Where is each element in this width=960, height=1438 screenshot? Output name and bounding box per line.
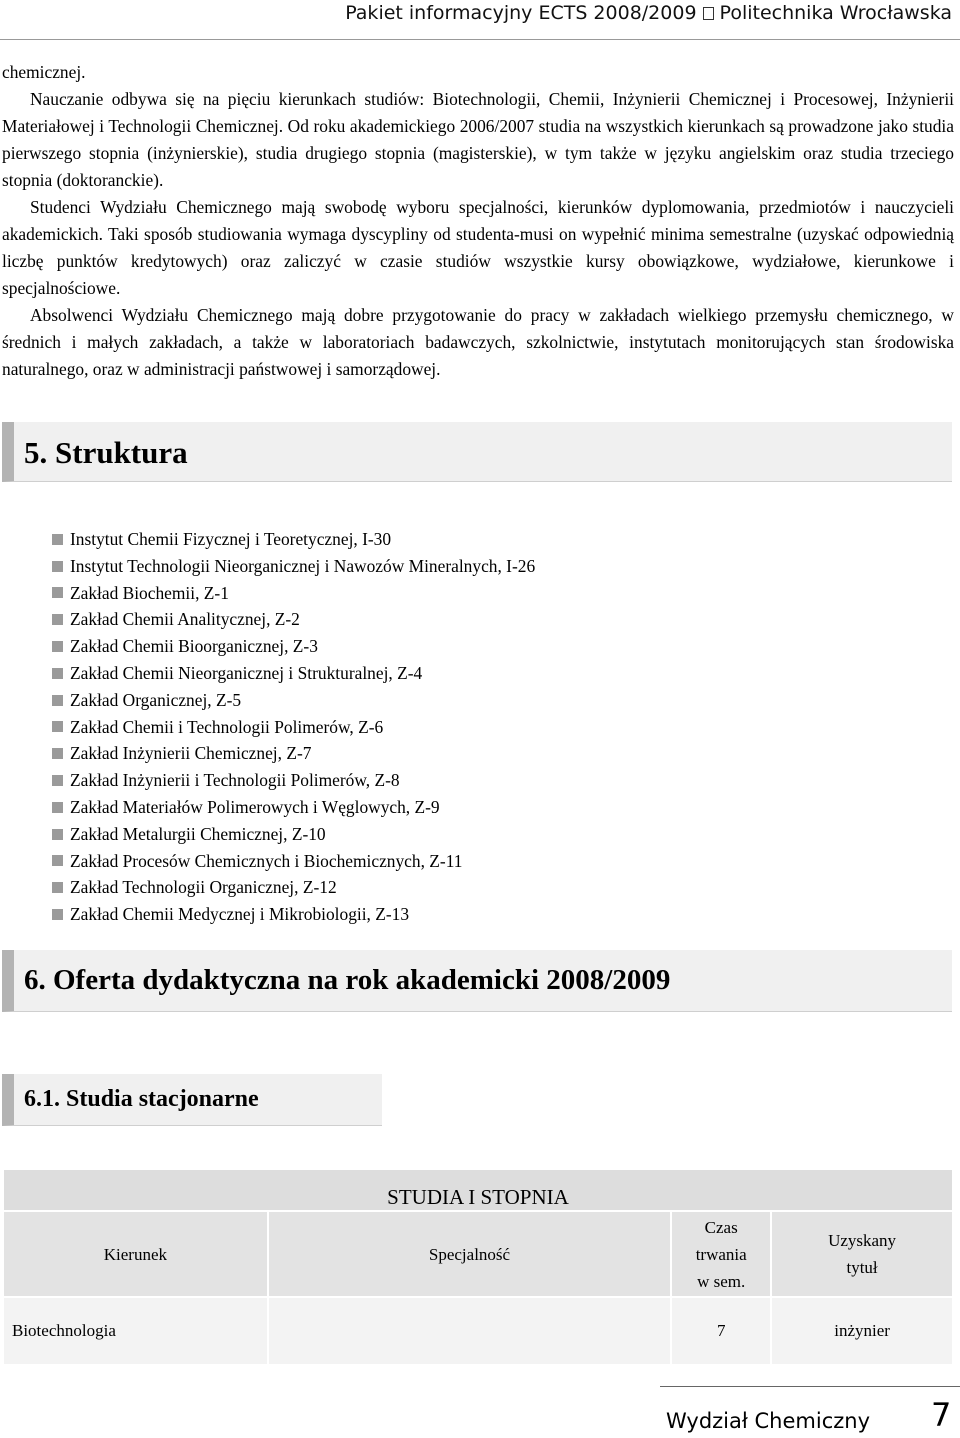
header-right-text: Politechnika Wrocławska: [719, 2, 952, 24]
structure-list: [52, 526, 535, 928]
intro-paragraph-3: Studenci Wydziału Chemicznego mają swobodę wyboru specjalności, kierunków dyplomowania, przedmiotów i nauczycieli akademickich. Taki sposób studiowania wymaga dyscypliny od studenta-musi on wypełnić minima semestralne (uzyskać odpowiednią liczbę punktów kredytowych) oraz zaliczyć w czasie studiów wszystkie kursy obowiązkowe, wydziałowe, kierunkowe i specjalnościowe.: [2, 197, 954, 298]
list-item: Zakład Materiałów Polimerowych i Węglowych, Z-9: [52, 794, 535, 821]
bullet-square-icon: [52, 829, 63, 840]
footer-rule: [660, 1386, 960, 1387]
bullet-square-icon: [52, 668, 63, 679]
bullet-square-icon: [52, 855, 63, 866]
bullet-square-icon: [52, 561, 63, 572]
list-item: Zakład Procesów Chemicznych i Biochemicznych, Z-11: [52, 848, 535, 875]
list-item: Zakład Chemii Bioorganicznej, Z-3: [52, 633, 535, 660]
section-5-heading-bar: [2, 422, 952, 482]
section-5-title: 5. Struktura: [24, 435, 188, 470]
column-header-kierunek: Kierunek: [4, 1211, 268, 1297]
bullet-square-icon: [52, 587, 63, 598]
separator-box-icon: [703, 7, 714, 20]
section-6-1-heading-bar: [2, 1074, 382, 1126]
footer-faculty: Wydział Chemiczny: [666, 1409, 871, 1433]
list-item: Zakład Technologii Organicznej, Z-12: [52, 874, 535, 901]
bullet-square-icon: [52, 775, 63, 786]
page-number: 7: [931, 1396, 952, 1434]
section-6-1-title: 6.1. Studia stacjonarne: [24, 1086, 259, 1112]
list-item: Zakład Inżynierii Chemicznej, Z-7: [52, 740, 535, 767]
intro-paragraph-4: Absolwenci Wydziału Chemicznego mają dobre przygotowanie do pracy w zakładach wielkiego przemysłu chemicznego, w średnich i małych zakładach, a także w laboratoriach badawczych, szkolnictwie, instytutach monitorujących stan środowiska naturalnego, oraz w administracji państwowej i samorządowej.: [2, 305, 954, 379]
intro-text: [2, 59, 954, 383]
page-header: [345, 2, 952, 24]
list-item: Zakład Inżynierii i Technologii Polimerów, Z-8: [52, 767, 535, 794]
section-6-heading-bar: [2, 950, 952, 1012]
column-header-specjalnosc: Specjalność: [268, 1211, 671, 1297]
table-header-row: [4, 1211, 953, 1297]
list-item: Instytut Chemii Fizycznej i Teoretycznej, I-30: [52, 526, 535, 553]
bullet-square-icon: [52, 641, 63, 652]
list-item: Instytut Technologii Nieorganicznej i Nawozów Mineralnych, I-26: [52, 553, 535, 580]
bullet-square-icon: [52, 882, 63, 893]
table-caption: STUDIA I STOPNIA: [4, 1170, 953, 1211]
list-item: Zakład Organicznej, Z-5: [52, 687, 535, 714]
bullet-square-icon: [52, 802, 63, 813]
header-left-text: Pakiet informacyjny ECTS 2008/2009: [345, 2, 697, 24]
bullet-square-icon: [52, 695, 63, 706]
column-header-czas: Czas trwania w sem.: [671, 1211, 771, 1297]
bullet-square-icon: [52, 721, 63, 732]
list-item: Zakład Chemii i Technologii Polimerów, Z-6: [52, 714, 535, 741]
column-header-tytul: Uzyskany tytuł: [771, 1211, 953, 1297]
list-item: Zakład Metalurgii Chemicznej, Z-10: [52, 821, 535, 848]
cell-kierunek: Biotechnologia: [4, 1297, 268, 1365]
cell-tytul: inżynier: [771, 1297, 953, 1365]
bullet-square-icon: [52, 534, 63, 545]
bullet-square-icon: [52, 909, 63, 920]
section-6-title: 6. Oferta dydaktyczna na rok akademicki 2008/2009: [24, 964, 671, 996]
studies-table: [4, 1170, 954, 1366]
list-item: Zakład Biochemii, Z-1: [52, 580, 535, 607]
intro-paragraph-1: chemicznej.: [2, 62, 86, 82]
cell-specjalnosc: [268, 1297, 671, 1365]
list-item: Zakład Chemii Nieorganicznej i Strukturalnej, Z-4: [52, 660, 535, 687]
table-row: [4, 1297, 953, 1365]
header-rule: [0, 39, 960, 40]
cell-czas: 7: [671, 1297, 771, 1365]
bullet-square-icon: [52, 748, 63, 759]
table-caption-row: [4, 1170, 953, 1211]
list-item: Zakład Chemii Analitycznej, Z-2: [52, 606, 535, 633]
intro-paragraph-2: Nauczanie odbywa się na pięciu kierunkach studiów: Biotechnologii, Chemii, Inżynierii Chemicznej i Procesowej, Inżynierii Materiałowej i Technologii Chemicznej. Od roku akademickiego 2006/2007 studia na wszystkich kierunkach są prowadzone jako studia pierwszego stopnia (inżynierskie), studia drugiego stopnia (magisterskie), w tym także w języku angielskim oraz studia trzeciego stopnia (doktoranckie).: [2, 89, 954, 190]
list-item: Zakład Chemii Medycznej i Mikrobiologii, Z-13: [52, 901, 535, 928]
bullet-square-icon: [52, 614, 63, 625]
